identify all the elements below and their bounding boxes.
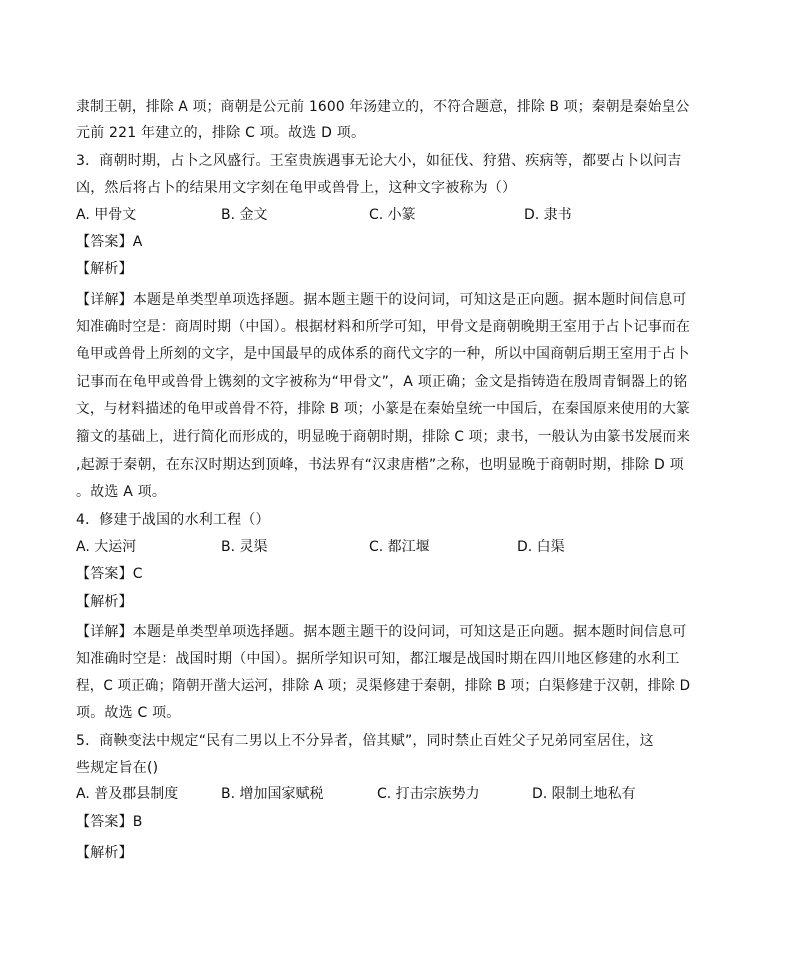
q5-option-d: D. 限制土地私有 bbox=[532, 786, 636, 802]
q4-detail-line-1: 【详解】本题是单类型单项选择题。据本题主题干的设问词，可知这是正向题。据本题时间信息可 bbox=[76, 624, 687, 640]
q3-option-d: D. 隶书 bbox=[524, 207, 572, 223]
q5-option-a: A. 普及郡县制度 bbox=[76, 786, 179, 802]
q5-option-c: C. 打击宗族势力 bbox=[377, 786, 480, 802]
q3-detail-line-6: 籀文的基础上，进行简化而形成的，明显晚于商朝时期，排除 C 项；隶书，一般认为由篆书发展而来 bbox=[76, 429, 691, 445]
q3-detail-line-5: 文，与材料描述的龟甲或兽骨不符，排除 B 项；小篆是在秦始皇统一中国后，在秦国原来使用的大篆 bbox=[76, 401, 690, 417]
q3-detail-line-3: 龟甲或兽骨上所刻的文字，是中国最早的成体系的商代文字的一种，所以中国商朝后期王室用于占卜 bbox=[76, 346, 690, 362]
q3-answer: 【答案】A bbox=[76, 234, 143, 250]
intro-line-2: 元前 221 年建立的，排除 C 项。故选 D 项。 bbox=[76, 125, 366, 141]
q5-option-b: B. 增加国家赋税 bbox=[221, 786, 324, 802]
q5-answer: 【答案】B bbox=[76, 814, 143, 830]
q3-detail-line-1: 【详解】本题是单类型单项选择题。据本题主题干的设问词，可知这是正向题。据本题时间信息可 bbox=[76, 292, 687, 308]
q5-stem-line-2: 些规定旨在() bbox=[76, 760, 159, 776]
q4-answer: 【答案】C bbox=[76, 566, 143, 582]
q4-option-c: C. 都江堰 bbox=[369, 539, 430, 555]
q4-stem-line-1: 4．修建于战国的水利工程（） bbox=[76, 512, 270, 528]
q4-detail-line-4: 项。故选 C 项。 bbox=[76, 705, 181, 721]
q5-stem-line-1: 5．商鞅变法中规定“民有二男以上不分异者，倍其赋”，同时禁止百姓父子兄弟同室居住，这 bbox=[76, 733, 654, 749]
q5-analysis-label: 【解析】 bbox=[76, 845, 133, 861]
q3-detail-line-8: 。故选 A 项。 bbox=[76, 484, 167, 500]
q3-detail-line-7: ,起源于秦朝，在东汉时期达到顶峰，书法界有“汉隶唐楷”之称，也明显晚于商朝时期，排除 D 项 bbox=[76, 457, 684, 473]
q3-analysis-label: 【解析】 bbox=[76, 261, 133, 277]
q3-option-c: C. 小篆 bbox=[369, 207, 416, 223]
q3-detail-line-4: 记事而在龟甲或兽骨上镌刻的文字被称为“甲骨文”，A 项正确；金文是指铸造在殷周青铜器上的铭 bbox=[76, 374, 688, 390]
q4-option-a: A. 大运河 bbox=[76, 539, 137, 555]
q3-stem-line-2: 凶，然后将占卜的结果用文字刻在龟甲或兽骨上，这种文字被称为（） bbox=[76, 180, 517, 196]
q3-option-b: B. 金文 bbox=[221, 207, 268, 223]
q4-option-d: D. 白渠 bbox=[517, 539, 565, 555]
intro-line-1: 隶制王朝，排除 A 项；商朝是公元前 1600 年汤建立的，不符合题意，排除 B 项；秦朝是秦始皇公 bbox=[76, 99, 690, 115]
q4-detail-line-3: 程，C 项正确；隋朝开凿大运河，排除 A 项；灵渠修建于秦朝，排除 B 项；白渠修建于汉朝，排除 D bbox=[76, 678, 691, 694]
q4-option-b: B. 灵渠 bbox=[221, 539, 268, 555]
q4-analysis-label: 【解析】 bbox=[76, 594, 133, 610]
q3-detail-line-2: 知准确时空是：商周时期（中国）。根据材料和所学可知，甲骨文是商朝晚期王室用于占卜记事而在 bbox=[76, 319, 691, 335]
q4-detail-line-2: 知准确时空是：战国时期（中国）。据所学知识可知，都江堰是战国时期在四川地区修建的水利工 bbox=[76, 651, 680, 667]
q3-stem-line-1: 3．商朝时期，占卜之风盛行。王室贵族遇事无论大小，如征伐、狩猎、疾病等，都要占卜以问吉 bbox=[76, 153, 682, 169]
q3-option-a: A. 甲骨文 bbox=[76, 207, 137, 223]
